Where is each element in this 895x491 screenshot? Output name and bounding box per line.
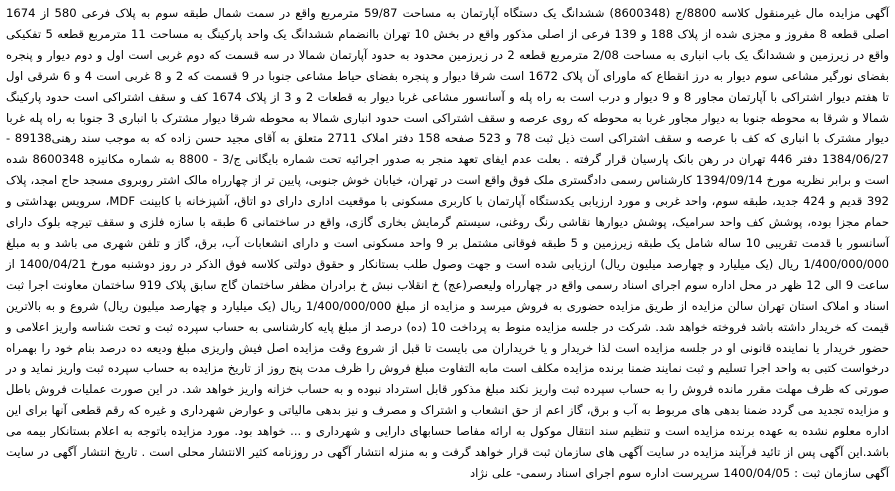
auction-notice-text: آگهی مزایده مال غیرمنقول کلاسه 8800/ج (8600348) ششدانگ یک دستگاه آپارتمان به مساحت 59/87 مترمربع واقع در سمت شمال طبقه سوم به پلاک فرعی 580 از 1674 اصلی قطعه 8 مفروز و مجزی شده از پلاک 188 و 139 فرعی از اصلی مذکور واقع در بخش 10 تهران باانضمام ششدانگ یک واحد پارکینگ به مساحت 11 مترمربع قطعه 5 تفکیکی واقع در زیرزمین و ششدانگ یک باب انباری به مساحت 2/08 مترمربع قطعه 2 در زیرزمین محدود به حدود آپارتمان شمالا در سه قسمت که دوم غربی است اول و دوم دیوار و پنجره بفضای نورگیر مشاعی سوم دیوار به درز انقطاع که ماورای آن پلاک 1672 است شرقا دیوار و پنجره بفضای حیاط مشاعی جنوبا در 9 قسمت که 2 و 8 غربی است 4 و 6 شرقی اول تا هفتم دیوار اشتراکی با آپارتمان مجاور 8 و 9 دیوار و درب است به راه پله و آسانسور مشاعی غربا دیوار به قطعات 2 و 3 از پلاک 1674 کف و سقف اشتراکی است حدود پارکینگ شمالا و شرقا به محوطه جنوبا به دیوار مجاور غربا به محوطه که روی عرصه و سقف اشتراکی است حدود انباری شمالا به محوطه شرقا دیوار مشترک با انباری 3 جنوبا به راه پله غربا دیوار مشترک با انباری که کف با عرصه و سقف اشتراکی است ذیل ثبت 78 و 523 صفحه 158 دفتر املاک 2711 متعلق به آقای مجید حسن زاده که به موجب سند رهنی89138 - 1384/06/27 دفتر 446 تهران در رهن بانک پارسیان قرار گرفته . بعلت عدم ایفای تعهد منجر به صدور اجرائیه تحت شماره بایگانی ج/3 - 8800 به شماره مکانیزه 8600348 شده است و برابر نظریه مورخ 1394/09/14 کارشناس رسمی دادگستری ملک فوق واقع است در تهران، خیابان خوش جنوبی، پایین تر از چهارراه مالک اشتر روبروی مسجد حاج امجد، پلاک 392 قدیم و 424 جدید، طبقه سوم، واحد غربی و مورد ارزیابی یکدستگاه آپارتمان با کاربری مسکونی با موقعیت اداری دارای دو اتاق، آشپزخانه با کابینت MDF، سرویس بهداشتی و حمام مجزا بوده، پوشش کف واحد سرامیک، پوشش دیوارها نقاشی رنگ روغنی، سیستم گرمایش بخاری گازی، واقع در ساختمانی 6 طبقه با سازه فلزی و سقف تیرچه بلوک دارای آسانسور با قدمت تقریبی 10 ساله شامل یک طبقه زیرزمین و 5 طبقه فوقانی مشتمل بر 9 واحد مسکونی است و دارای انشعابات آب، برق، گاز و تلفن شهری می باشد و به مبلغ 1/400/000/000 ریال (یک میلیارد و چهارصد میلیون ریال) ارزیابی شده است و جهت وصول طلب بستانکار و حقوق دولتی کلاسه فوق الذکر در روز دوشنبه مورخ 1400/04/21 از ساعت 9 الی 12 ظهر در محل اداره سوم اجرای اسناد رسمی واقع در چهارراه ولیعصر(عج) خ انقلاب نبش خ برادران مظفر ساختمان گاج سابق پلاک 919 ساختمان معاونت اجرا ثبت اسناد و املاک استان تهران سالن مزایده از طریق مزایده حضوری به فروش میرسد و مزایده از مبلغ 1/400/000/000 ریال (یک میلیارد و چهارصد میلیون ریال) شروع و به بالاترین قیمت که خریدار داشته باشد فروخته خواهد شد. شرکت در جلسه مزایده منوط به پرداخت 10 (ده) درصد از مبلغ پایه کارشناسی به حساب سپرده ثبت و تحت شناسه واریز اعلامی و حضور خریدار یا نماینده قانونی او در جلسه مزایده است لذا خریدار و یا خریداران می بایست تا قبل از شروع وقت مزایده اصل فیش واریزی مبلغ ودیعه ده درصد بنام خود را بهمراه درخواست کتبی به واحد اجرا تسلیم و ثبت نمایند ضمنا برنده مزایده مکلف است مابه التفاوت مبلغ فروش را ظرف مدت پنج روز از تاریخ مزایده به حساب سپرده ثبت واریز نماید و در صورتی که ظرف مهلت مقرر مانده فروش را به حساب سپرده ثبت واریز نکند مبلغ مذکور قابل استرداد نبوده و به حساب خزانه واریز خواهد شد. در این صورت عملیات فروش باطل و مزایده تجدید می گردد ضمنا بدهی های مربوط به آب و برق، گاز اعم از حق انشعاب و اشتراک و مصرف و نیز بدهی مالیاتی و عوارض شهرداری و غیره که رقم قطعی آنها برای این اداره معلوم نشده به عهده برنده مزایده است و تنظیم سند انتقال موکول به ارائه مفاصا حسابهای دارایی و شهرداری و ... خواهد بود. مورد مزایده باتوجه به اعلام بستانکار بیمه می باشد.این آگهی پس از تائید فرآیند مزایده در سایت آگهی های سازمان ثبت قرار خواهد گرفت و به منزله انتشار آگهی در روزنامه کثیر الانتشار محلی است . تاریخ انتشار آگهی در سایت آگهی سازمان ثبت : 1400/04/05 سرپرست اداره سوم اجرای اسناد رسمی- علی نژاد [6, 6, 890, 480]
